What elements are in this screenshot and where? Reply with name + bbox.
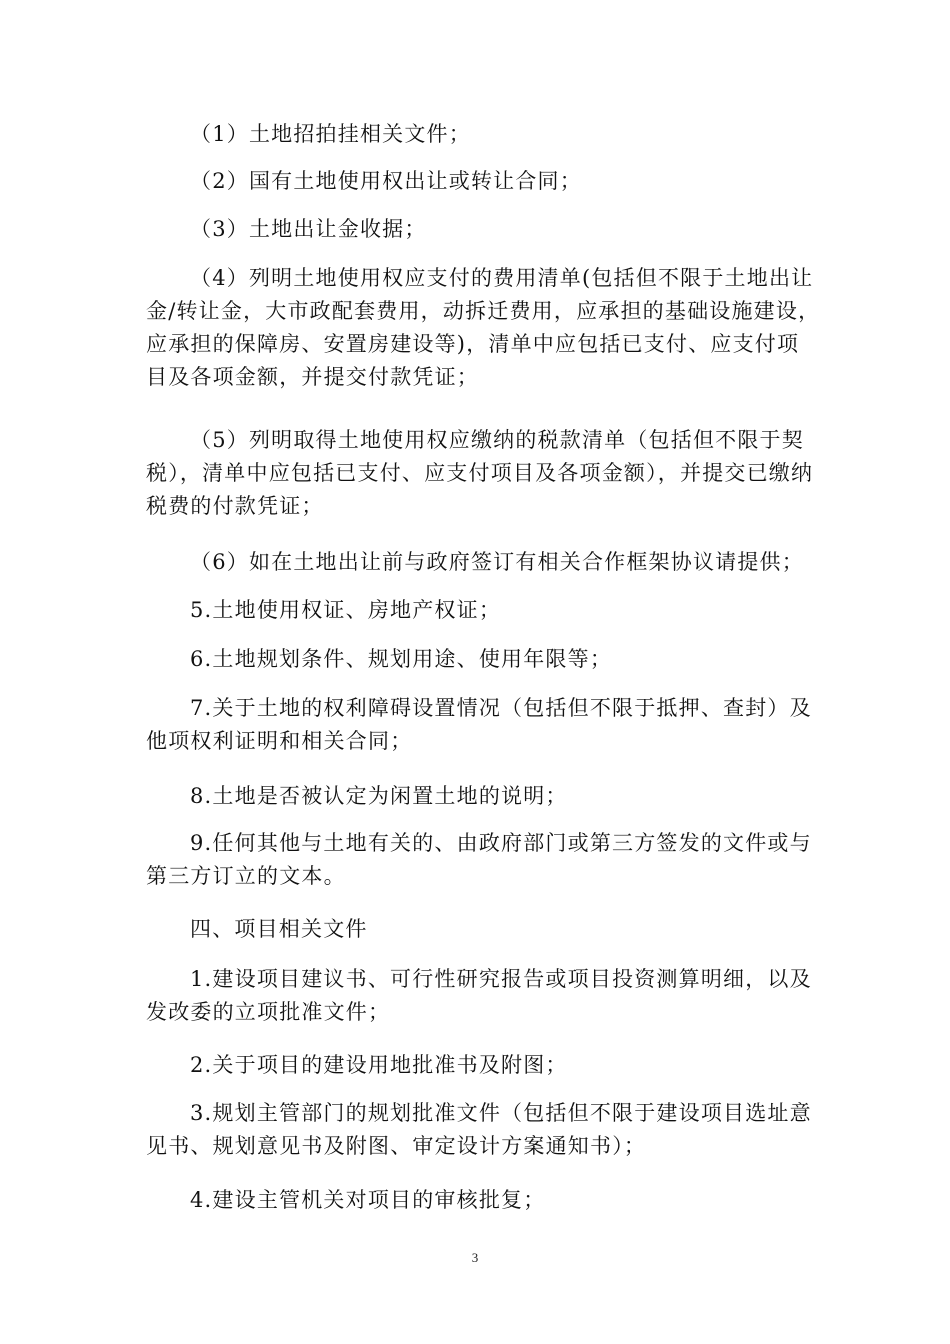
paragraph-line: （4）列明土地使用权应支付的费用清单(包括但不限于土地出让 (190, 266, 814, 290)
paragraph-p5 (146, 424, 814, 523)
paragraph-line: （1）土地招拍挂相关文件； (190, 122, 471, 146)
page-number: 3 (471, 1250, 479, 1265)
paragraph-line: 税费的付款凭证； (146, 494, 324, 518)
paragraph-p2 (146, 165, 808, 198)
paragraph-p3 (146, 213, 808, 246)
paragraph-line: （2）国有土地使用权出让或转让合同； (190, 169, 582, 193)
paragraph-line: 税），清单中应包括已支付、应支付项目及各项金额），并提交已缴纳 (146, 461, 814, 485)
section-heading (146, 913, 808, 946)
paragraph-line: 7.关于土地的权利障碍设置情况（包括但不限于抵押、查封）及 (190, 696, 812, 720)
paragraph-line: 他项权利证明和相关合同； (146, 729, 413, 753)
paragraph-line: 5.土地使用权证、房地产权证； (190, 598, 502, 622)
paragraph-p15 (146, 1097, 812, 1163)
paragraph-p14 (146, 1049, 808, 1082)
paragraph-line: 金/转让金，大市政配套费用，动拆迁费用，应承担的基础设施建设， (146, 299, 821, 323)
paragraph-line: （5）列明取得土地使用权应缴纳的税款清单（包括但不限于契 (190, 428, 804, 452)
paragraph-line: 应承担的保障房、安置房建设等)，清单中应包括已支付、应支付项 (146, 332, 800, 356)
paragraph-line: （3）土地出让金收据； (190, 217, 427, 241)
paragraph-line: 4.建设主管机关对项目的审核批复； (190, 1188, 546, 1212)
paragraph-p11 (146, 827, 812, 893)
paragraph-line: 3.规划主管部门的规划批准文件（包括但不限于建设项目选址意 (190, 1101, 812, 1125)
paragraph-line: 四、项目相关文件 (190, 917, 368, 941)
paragraph-line: 2.关于项目的建设用地批准书及附图； (190, 1053, 568, 1077)
paragraph-line: 6.土地规划条件、规划用途、使用年限等； (190, 647, 613, 671)
paragraph-p13 (146, 963, 812, 1029)
paragraph-p6 (146, 546, 808, 579)
paragraph-line: 1.建设项目建议书、可行性研究报告或项目投资测算明细，以及 (190, 967, 812, 991)
paragraph-p16 (146, 1184, 808, 1217)
paragraph-line: 9.任何其他与土地有关的、由政府部门或第三方签发的文件或与 (190, 831, 812, 855)
paragraph-line: 第三方订立的文本。 (146, 864, 346, 888)
paragraph-p9 (146, 692, 812, 758)
paragraph-line: 见书、规划意见书及附图、审定设计方案通知书）； (146, 1134, 647, 1158)
paragraph-line: （6）如在土地出让前与政府签订有相关合作框架协议请提供； (190, 550, 804, 574)
paragraph-line: 8.土地是否被认定为闲置土地的说明； (190, 784, 568, 808)
paragraph-p1 (146, 118, 808, 151)
paragraph-line: 发改委的立项批准文件； (146, 1000, 391, 1024)
paragraph-p4 (146, 262, 821, 394)
paragraph-p10 (146, 780, 808, 813)
paragraph-p7 (146, 594, 808, 627)
paragraph-line: 目及各项金额，并提交付款凭证； (146, 365, 479, 389)
paragraph-p8 (146, 643, 808, 676)
